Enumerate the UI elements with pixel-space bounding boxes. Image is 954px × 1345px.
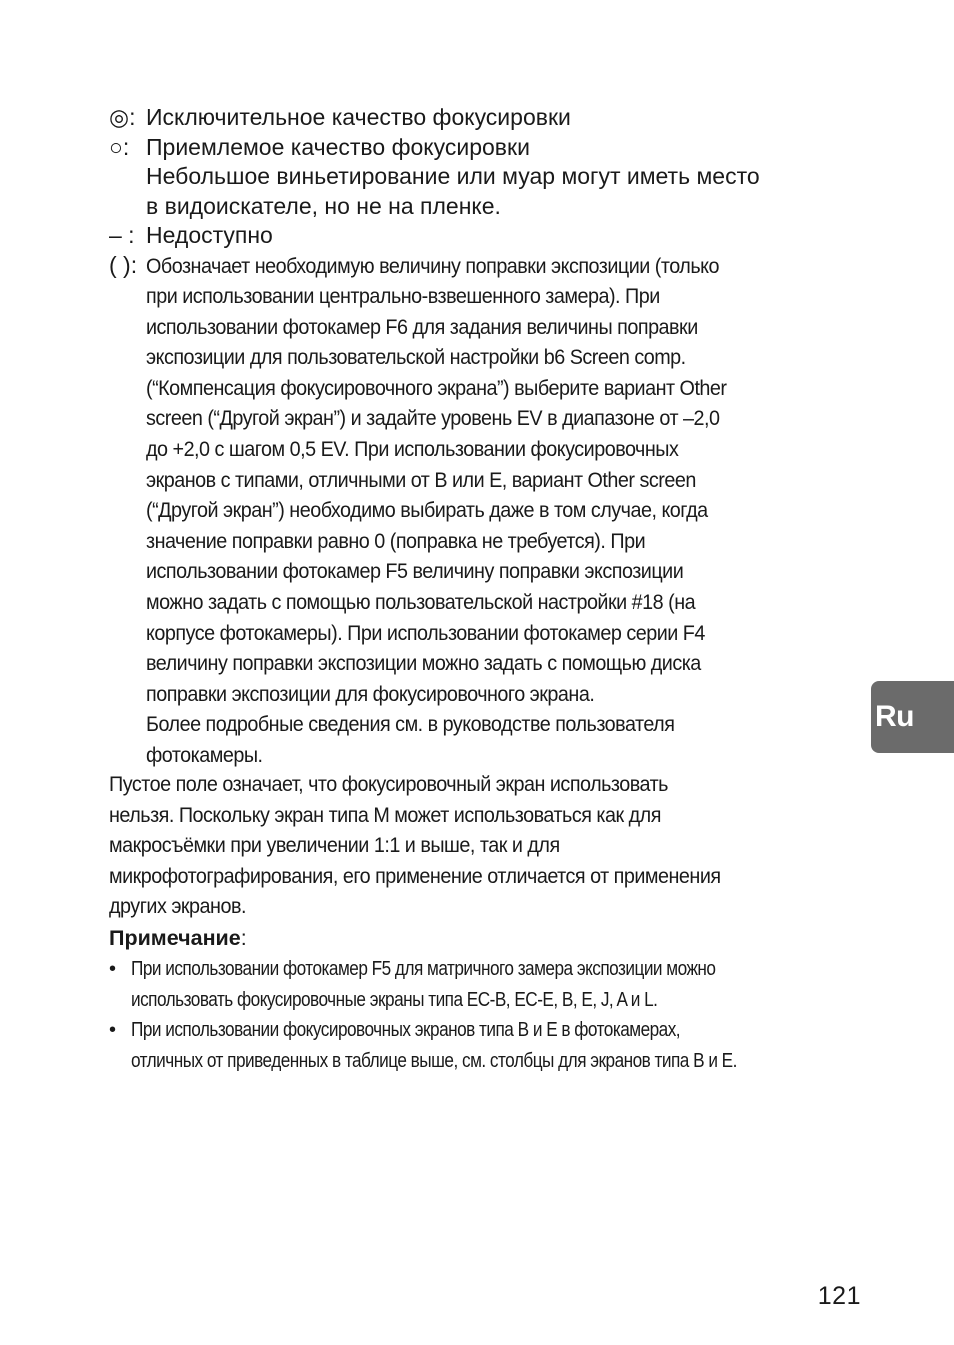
- list-item: [109, 1015, 929, 1076]
- legend-list: [109, 103, 849, 771]
- legend-description: Недоступно: [146, 222, 273, 248]
- excellent-focus-icon: ◎:: [109, 103, 146, 133]
- legend-row-unavailable: [109, 221, 849, 251]
- legend-description: Приемлемое качество фокусировки Небольшое виньетирование или муар могут иметь место в видоискателе, но не на пленке.: [146, 133, 760, 219]
- double-circle-icon: ◎: [109, 104, 130, 130]
- page-number: 121: [817, 1282, 861, 1310]
- circle-icon: ○: [109, 133, 123, 160]
- note-heading: Примечание:: [109, 926, 247, 950]
- legend-description: Исключительное качество фокусировки: [146, 104, 571, 130]
- note-text: При использовании фотокамер F5 для матричного замера экспозиции можно использовать фокусировочные экраны типа EC-B, EC-E, B, E, J, A и L.: [131, 958, 716, 1011]
- acceptable-focus-icon: ○:: [109, 133, 146, 163]
- blank-field-paragraph: Пустое поле означает, что фокусировочный экран использовать нельзя. Поскольку экран типа M может использоваться как для макросъёмки при увеличении 1:1 и выше, так и для микрофотографирования, его применение отличается от применения других экранов.: [109, 772, 721, 919]
- language-tab: Ru: [871, 681, 954, 753]
- parentheses-icon: ( ):: [109, 251, 138, 278]
- note-text: При использовании фокусировочных экранов типа B и E в фотокамерах, отличных от приведенных в таблице выше, см. столбцы для экранов типа B и E.: [131, 1019, 737, 1072]
- note-list: [109, 954, 929, 1076]
- bullet-icon: •: [109, 958, 117, 980]
- bullet-icon: •: [109, 1019, 117, 1041]
- legend-row-acceptable: [109, 133, 849, 222]
- legend-row-compensation: [109, 251, 849, 771]
- list-item: [109, 954, 929, 1015]
- legend-description: Обозначает необходимую величину поправки экспозиции (только при использовании центрально-взвешенного замера). При использовании фотокамер F6 для задания величины поправки экспозиции для пользовательской настройки b6 Screen comp. (“Компенсация фокусировочного экрана”) выберите вариант Other screen (“Другой экран”) и задайте уровень EV в диапазоне от –2,0 до +2,0 с шагом 0,5 EV. При использовании фокусировочных экранов с типами, отличными от B или E, вариант Other screen (“Другой экран”) необходимо выбирать даже в том случае, когда значение поправки равно 0 (поправка не требуется). При использовании фотокамер F5 величину поправки экспозиции можно задать с помощью пользовательской настройки #18 (на корпусе фотокамеры). При использовании фотокамер серии F4 величину поправки экспозиции можно задать с помощью диска поправки экспозиции для фокусировочного экрана. Более подробные сведения см. в руководстве пользователя фотокамеры.: [146, 253, 727, 767]
- dash-icon: – :: [109, 222, 135, 248]
- legend-row-excellent: [109, 103, 849, 133]
